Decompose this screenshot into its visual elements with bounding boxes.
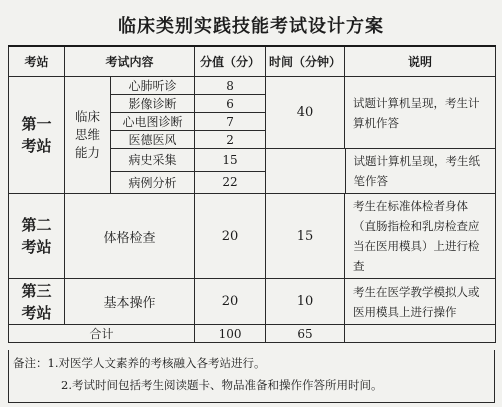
station3-time: 10 [266, 279, 345, 325]
station2-label: 第二 考站 [9, 194, 65, 279]
station1-desc-b-wrap [266, 149, 496, 194]
table-row [9, 77, 496, 95]
station3-desc: 考生在医学教学模拟人或医用模具上进行操作 [345, 279, 496, 325]
item-score: 2 [195, 131, 266, 149]
station1-time: 40 [266, 77, 345, 149]
header-content: 考试内容 [65, 46, 195, 77]
item-name: 医德医风 [111, 131, 195, 149]
table-row [9, 194, 496, 279]
station1-desc-b-inner [266, 149, 496, 193]
station2-score: 20 [195, 194, 266, 279]
station1-desc-b: 试题计算机呈现，考生纸笔作答 [353, 154, 481, 188]
station1-label: 第一 考站 [9, 77, 65, 194]
notes-section [8, 350, 495, 403]
exam-plan-table [8, 45, 496, 343]
item-name: 病史采集 [111, 149, 195, 172]
item-name: 心电图诊断 [111, 113, 195, 131]
item-score: 6 [195, 95, 266, 113]
item-name: 影像诊断 [111, 95, 195, 113]
station1-skill: 临床 思维 能力 [65, 77, 111, 194]
station1-desc-a: 试题计算机呈现，考生计算机作答 [345, 77, 496, 149]
item-score: 15 [195, 149, 266, 172]
note-line-1: 备注：1.对医学人文素养的考核融入各考站进行。 [13, 356, 266, 370]
station3-content: 基本操作 [65, 279, 195, 325]
header-station: 考站 [9, 46, 65, 77]
station2-time: 15 [266, 194, 345, 279]
note-line-2: 2.考试时间包括考生阅读题卡、物品准备和操作作答所用时间。 [61, 378, 383, 392]
station3-label: 第三 考站 [9, 279, 65, 325]
station3-score: 20 [195, 279, 266, 325]
item-name: 病例分析 [111, 171, 195, 194]
item-score: 22 [195, 171, 266, 194]
header-desc: 说明 [345, 46, 496, 77]
table-header-row [9, 46, 496, 77]
header-score: 分值（分） [195, 46, 266, 77]
item-name: 心肺听诊 [111, 77, 195, 95]
item-score: 8 [195, 77, 266, 95]
total-label: 合计 [9, 325, 195, 343]
table-total-row [9, 325, 496, 343]
total-score: 100 [195, 325, 266, 343]
station2-content: 体格检查 [65, 194, 195, 279]
document-title: 临床类别实践技能考试设计方案 [118, 16, 384, 37]
station2-desc: 考生在标准体检者身体（直肠指检和乳房检查应当在医用模具）上进行检查 [345, 194, 496, 279]
table-row [9, 279, 496, 325]
item-score: 7 [195, 113, 266, 131]
total-time: 65 [266, 325, 345, 343]
station1-time-blank [266, 149, 345, 193]
header-time: 时间（分钟） [266, 46, 345, 77]
total-desc-empty [345, 325, 496, 343]
